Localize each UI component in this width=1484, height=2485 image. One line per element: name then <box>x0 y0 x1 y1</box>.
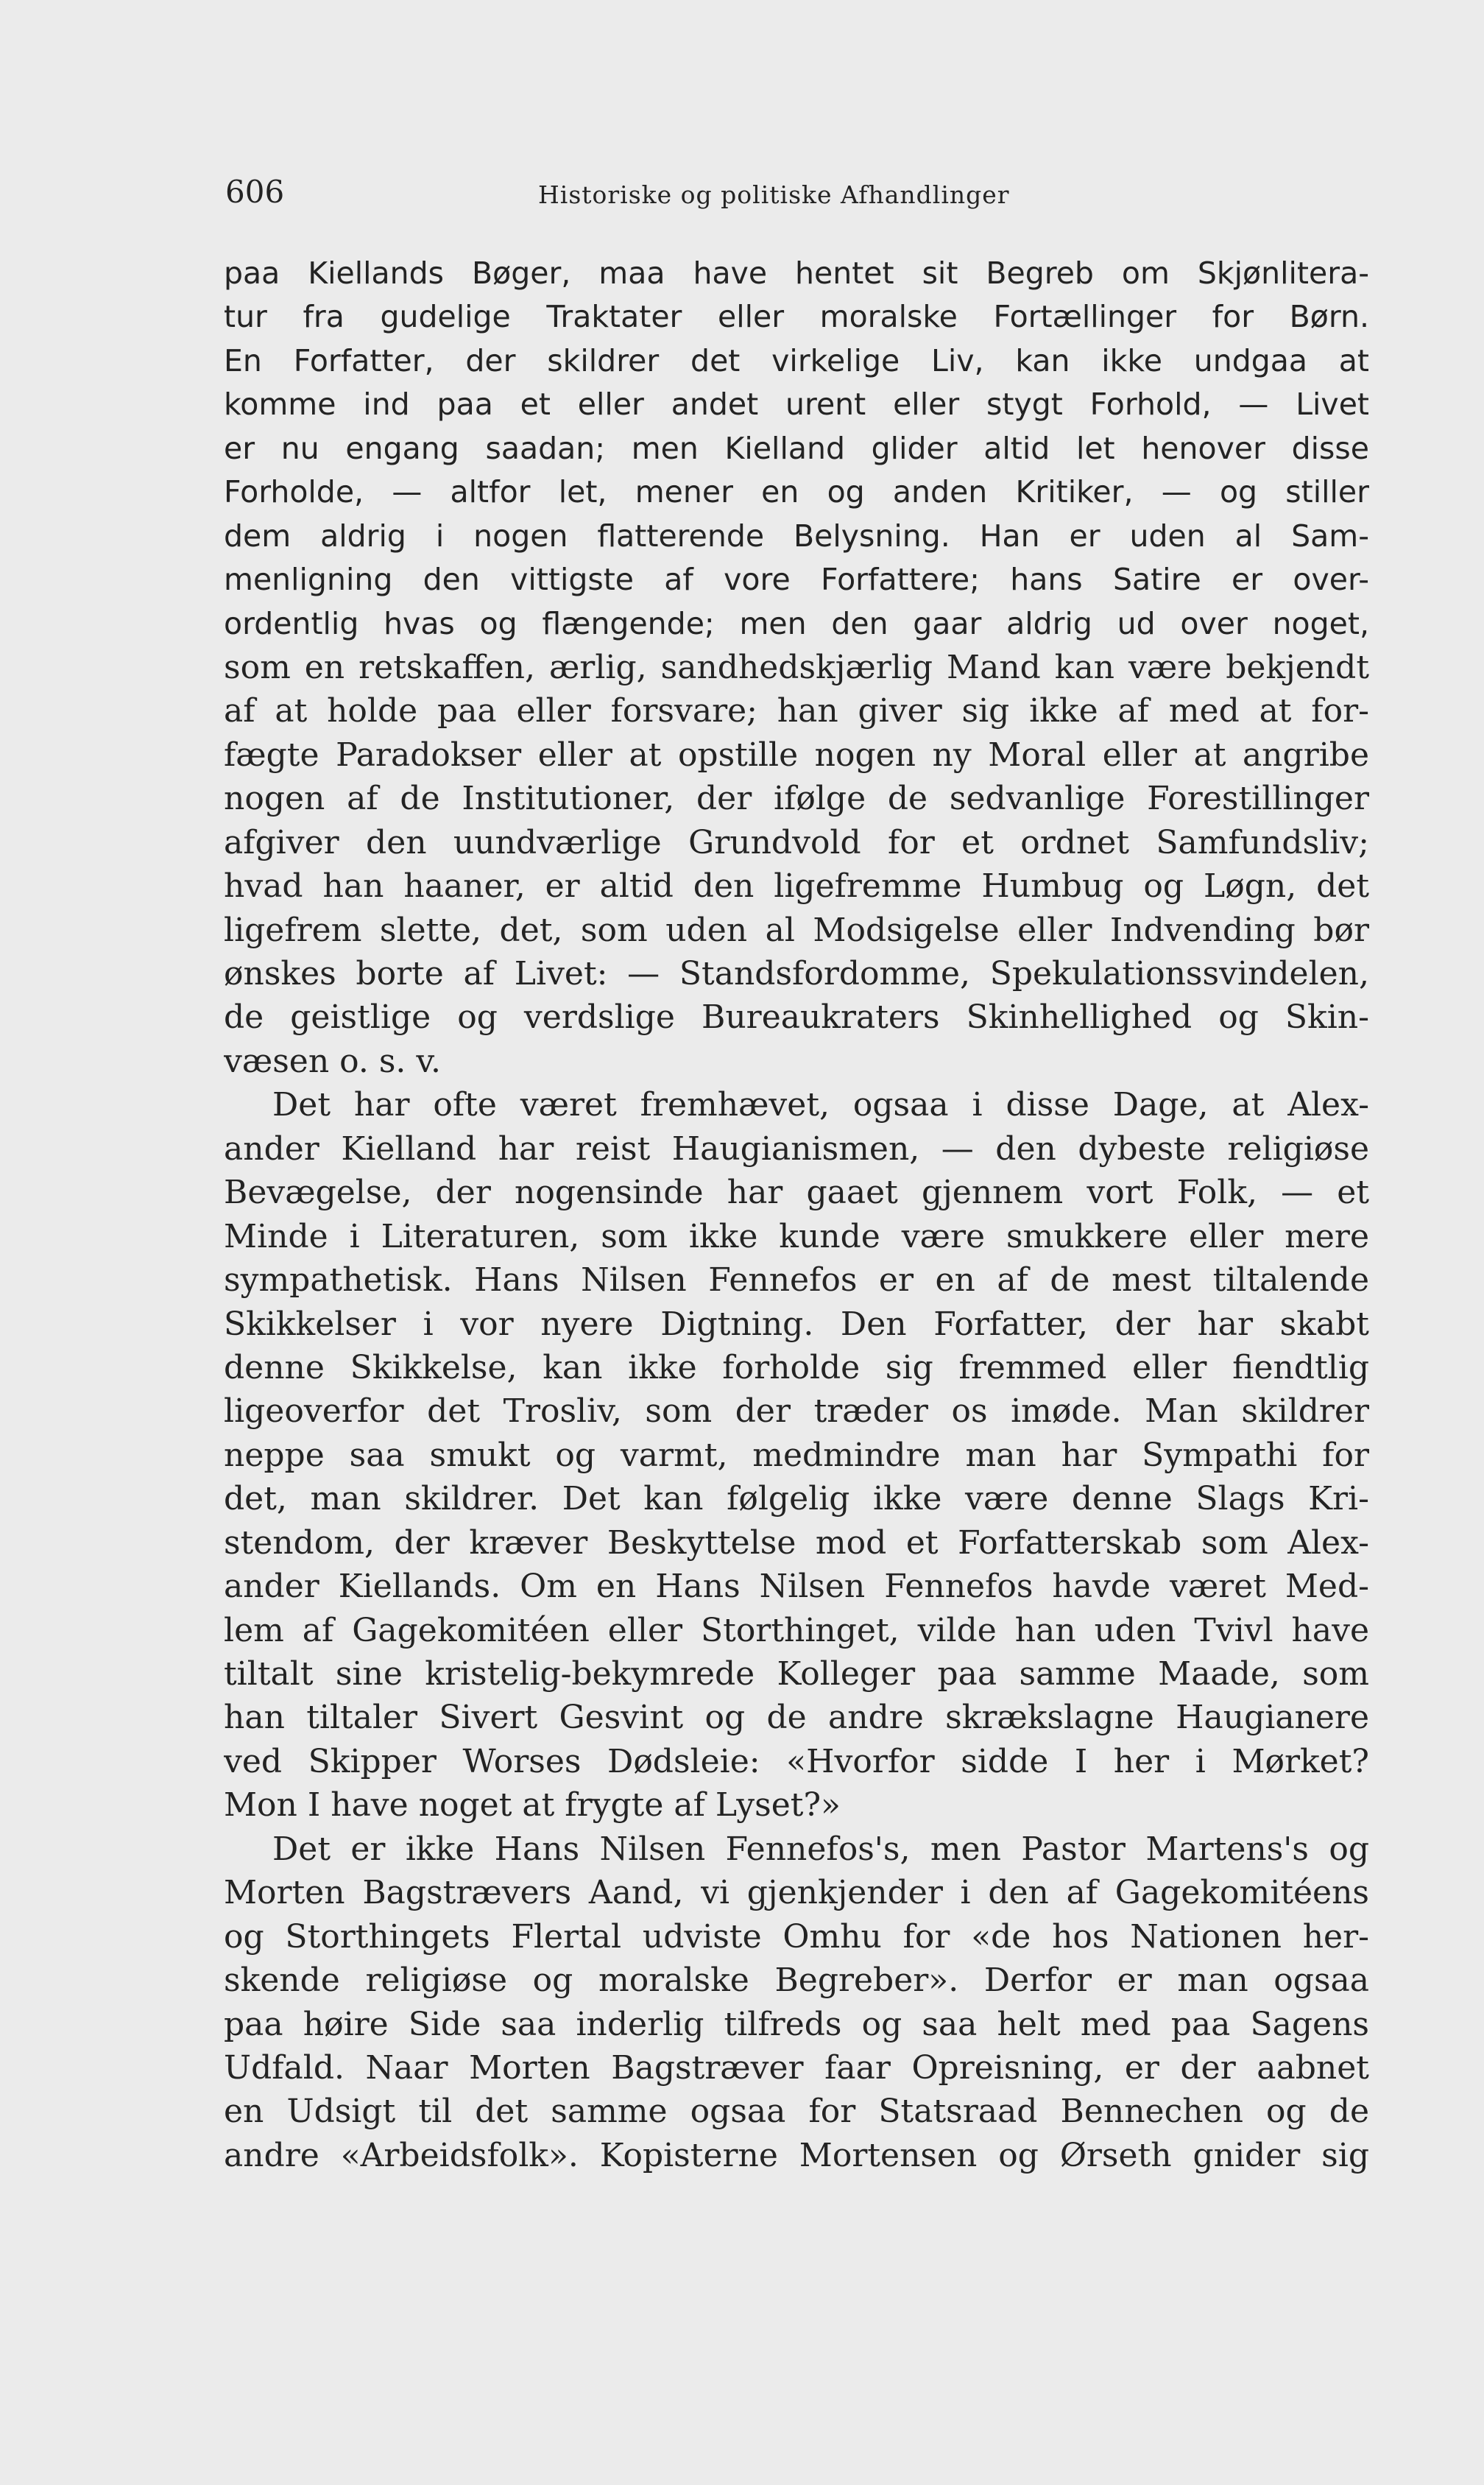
text-line: ordentlig hvas og flængende; men den gaar aldrig ud over noget, <box>224 605 1369 641</box>
text-line: nogen af de Institutioner, der ifølge de sedvanlige Forestillinger <box>224 780 1369 818</box>
text-line: en Udsigt til det samme ogsaa for Statsraad Bennechen og de <box>224 2093 1369 2131</box>
text-line: Udfald. Naar Morten Bagstræver faar Opreisning, er der aabnet <box>224 2048 1369 2087</box>
text-line: tiltalt sine kristelig-bekymrede Kolleger paa samme Maade, som <box>224 1655 1369 1693</box>
text-line: lem af Gagekomitéen eller Storthinget, vilde han uden Tvivl have <box>224 1611 1369 1649</box>
paragraph-start-line: Det er ikke Hans Nilsen Fennefos's, men Pastor Martens's og <box>272 1830 1369 1868</box>
text-line: Skikkelser i vor nyere Digtning. Den Forfatter, der har skabt <box>224 1305 1369 1343</box>
text-line: fægte Paradokser eller at opstille nogen ny Moral eller at angribe <box>224 736 1369 774</box>
text-line: ligefrem slette, det, som uden al Modsigelse eller Indvending bør <box>224 911 1369 949</box>
text-line: Minde i Literaturen, som ikke kunde være smukkere eller mere <box>224 1217 1369 1255</box>
page-number: 606 <box>225 174 285 210</box>
text-line: skende religiøse og moralske Begreber». Derfor er man ogsaa <box>224 1961 1369 2000</box>
text-line: væsen o. s. v. <box>224 1042 442 1080</box>
text-line: af at holde paa eller forsvare; han giver sig ikke af med at for- <box>224 692 1369 730</box>
body-text <box>224 252 1369 2177</box>
text-line: ligeoverfor det Trosliv, som der træder os imøde. Man skildrer <box>224 1392 1369 1431</box>
text-line: er nu engang saadan; men Kielland glider altid let henover disse <box>224 430 1369 466</box>
text-line: og Storthingets Flertal udviste Omhu for «de hos Nationen her- <box>224 1917 1369 1956</box>
text-line: han tiltaler Sivert Gesvint og de andre skrækslagne Haugianere <box>224 1699 1369 1737</box>
running-title: Historiske og politiske Afhandlinger <box>538 180 1010 209</box>
text-line: ønskes borte af Livet: — Standsfordomme, Spekulationssvindelen, <box>224 955 1369 993</box>
text-line: tur fra gudelige Traktater eller moralske Fortællinger for Børn. <box>224 299 1369 335</box>
text-line: komme ind paa et eller andet urent eller stygt Forhold, — Livet <box>224 387 1369 423</box>
text-line: hvad han haaner, er altid den ligefremme Humbug og Løgn, det <box>224 867 1369 906</box>
text-line: Bevægelse, der nogensinde har gaaet gjennem vort Folk, — et <box>224 1174 1369 1212</box>
text-line: det, man skildrer. Det kan følgelig ikke være denne Slags Kri- <box>224 1480 1369 1518</box>
text-line: ved Skipper Worses Dødsleie: «Hvorfor sidde I her i Mørket? <box>224 1742 1369 1780</box>
text-line: Morten Bagstrævers Aand, vi gjenkjender i den af Gagekomitéens <box>224 1874 1369 1912</box>
text-line: En Forfatter, der skildrer det virkelige Liv, kan ikke undgaa at <box>224 342 1369 378</box>
paragraph-start-line: Det har ofte været fremhævet, ogsaa i disse Dage, at Alex- <box>272 1086 1369 1124</box>
page-header <box>225 174 1371 228</box>
text-line: denne Skikkelse, kan ikke forholde sig fremmed eller fiendtlig <box>224 1348 1369 1386</box>
text-line: dem aldrig i nogen flatterende Belysning. Han er uden al Sam- <box>224 518 1369 554</box>
text-line: de geistlige og verdslige Bureaukraters Skinhellighed og Skin- <box>224 998 1369 1037</box>
text-line: ander Kiellands. Om en Hans Nilsen Fennefos havde været Med- <box>224 1568 1369 1606</box>
text-line: som en retskaffen, ærlig, sandhedskjærlig Mand kan være bekjendt <box>224 648 1369 686</box>
text-line: sympathetisk. Hans Nilsen Fennefos er en af de mest tiltalende <box>224 1261 1369 1300</box>
text-line: stendom, der kræver Beskyttelse mod et Forfatterskab som Alex- <box>224 1523 1369 1562</box>
text-line: Mon I have noget at frygte af Lyset?» <box>224 1786 841 1825</box>
text-line: andre «Arbeidsfolk». Kopisterne Mortensen og Ørseth gnider sig <box>224 2136 1369 2174</box>
text-line: paa høire Side saa inderlig tilfreds og saa helt med paa Sagens <box>224 2005 1369 2043</box>
text-line: ander Kielland har reist Haugianismen, — den dybeste religiøse <box>224 1129 1369 1168</box>
text-line: neppe saa smukt og varmt, medmindre man har Sympathi for <box>224 1436 1369 1474</box>
text-line: paa Kiellands Bøger, maa have hentet sit Begreb om Skjønlitera- <box>224 255 1369 291</box>
text-line: afgiver den uundværlige Grundvold for et ordnet Samfundsliv; <box>224 823 1369 861</box>
text-line: menligning den vittigste af vore Forfattere; hans Satire er over- <box>224 562 1369 598</box>
text-line: Forholde, — altfor let, mener en og anden Kritiker, — og stiller <box>224 474 1369 510</box>
